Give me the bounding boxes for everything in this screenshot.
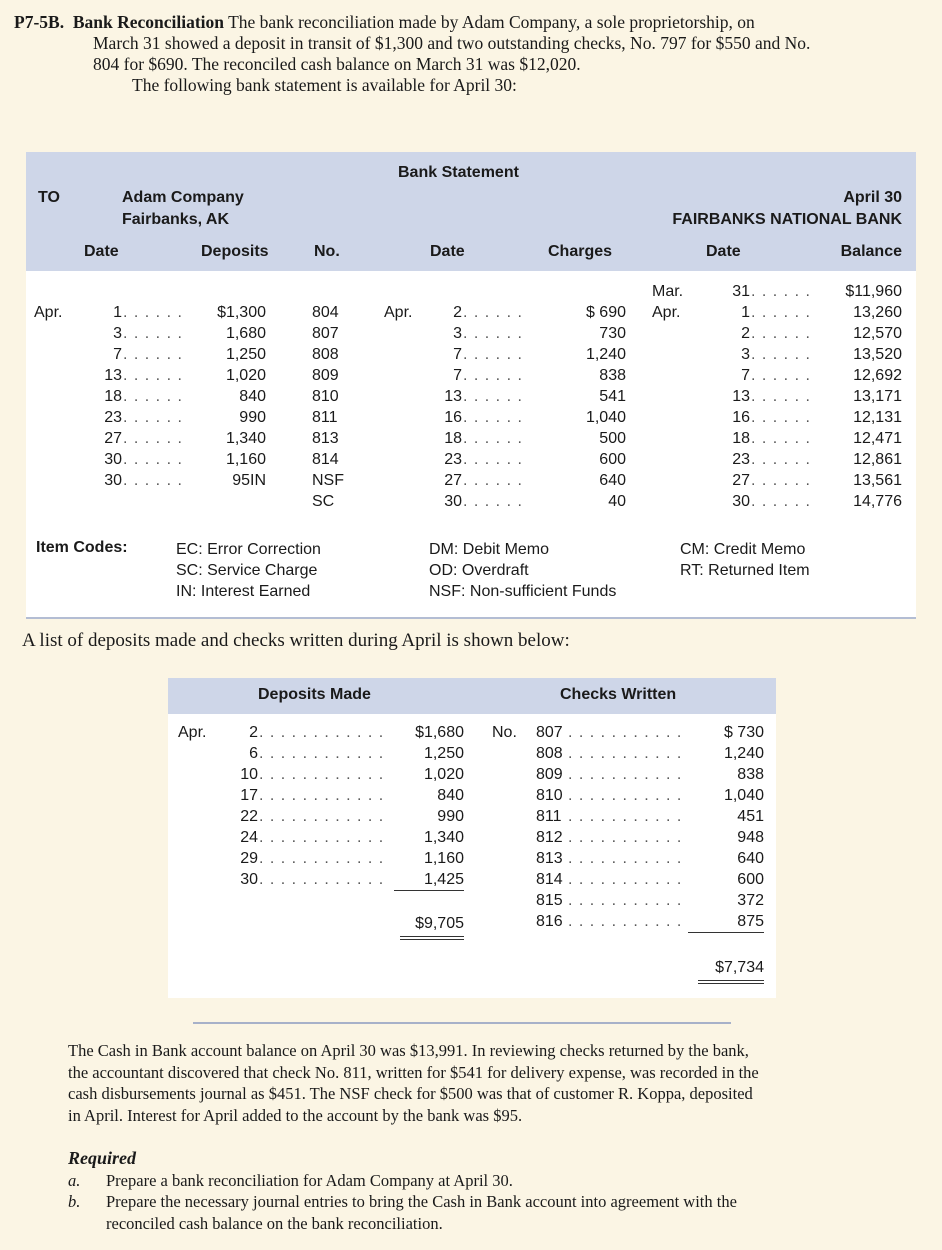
balance-day: 16: [732, 409, 750, 426]
deposit-made-day: 6: [249, 745, 258, 762]
item-code-od: OD: Overdraft: [429, 562, 529, 579]
deposit-amount: $1,300: [217, 304, 266, 321]
check-written-number: 812: [536, 829, 563, 846]
bank-statement-title: Bank Statement: [398, 164, 519, 181]
check-day: 27: [444, 472, 462, 489]
checks-written-leaders: [568, 722, 682, 932]
dot-leader: . . . . . .: [123, 346, 183, 363]
check-written-number: 811: [536, 808, 562, 825]
dot-leader: . . . . . . . . . . . .: [259, 829, 385, 846]
col-check-no: No.: [314, 243, 340, 260]
checks-written-total: $7,734: [698, 956, 764, 984]
balance-amount: 12,131: [853, 409, 902, 426]
balance-amount: 13,561: [853, 472, 902, 489]
deposit-made-amount: 1,250: [423, 745, 464, 762]
checks-written-amounts: [688, 722, 764, 933]
col-deposit-date: Date: [84, 243, 119, 260]
item-code-dm: DM: Debit Memo: [429, 541, 550, 558]
check-day: 23: [444, 451, 462, 468]
check-day: 7: [453, 367, 462, 384]
charge-amount: $ 690: [585, 304, 626, 321]
dot-leader: . . . . . .: [463, 367, 523, 384]
check-written-number: 813: [536, 850, 563, 867]
dot-leader: . . . . . . . . . . .: [568, 808, 683, 825]
check-written-amount: 1,040: [723, 787, 764, 804]
balance-month-mar: Mar.: [652, 283, 684, 300]
charge-amount: 640: [599, 472, 626, 489]
check-day: 16: [444, 409, 462, 426]
dot-leader: . . . . . . . . . . .: [568, 850, 683, 867]
dot-leader: . . . . . . . . . . .: [568, 745, 683, 762]
required-section: [68, 1148, 898, 1234]
required-a-letter: a.: [68, 1170, 81, 1190]
check-written-number: 810: [536, 787, 563, 804]
deposit-day: 3: [113, 325, 122, 342]
dot-leader: . . . . . .: [751, 304, 811, 321]
deposit-amount: 1,250: [225, 346, 266, 363]
item-code-rt: RT: Returned Item: [680, 562, 810, 579]
dot-leader: . . . . . .: [463, 304, 523, 321]
deposit-month: Apr.: [34, 304, 63, 321]
charges: [546, 302, 626, 512]
balance-day: 3: [741, 346, 750, 363]
balance-amount: $11,960: [845, 283, 902, 300]
check-number: NSF: [312, 472, 344, 489]
deposit-made-amount: 1,340: [423, 829, 464, 846]
check-written-number: 816: [536, 913, 563, 930]
check-number: SC: [312, 493, 335, 510]
dot-leader: . . . . . .: [123, 367, 183, 384]
dot-leader: . . . . . .: [123, 472, 183, 489]
charge-amount: 600: [599, 451, 626, 468]
col-charges: Charges: [548, 243, 613, 260]
required-label: Required: [68, 1148, 137, 1168]
dot-leader: . . . . . .: [751, 283, 811, 300]
deposit-day: 13: [104, 367, 122, 384]
col-balance: Balance: [840, 243, 902, 260]
balance-days: [714, 281, 750, 512]
balance-amount: 14,776: [853, 493, 902, 510]
dot-leader: . . . . . . . . . . .: [568, 829, 683, 846]
deposit-made-amount: 840: [437, 787, 464, 804]
deposits-made-title: Deposits Made: [258, 686, 371, 703]
check-written-number: 809: [536, 766, 563, 783]
balance-amount: 12,570: [853, 325, 902, 342]
to-label: TO: [38, 189, 60, 206]
bank-statement: [26, 152, 916, 619]
item-codes-label: Item Codes:: [36, 539, 128, 556]
balance-amount: 13,520: [853, 346, 902, 363]
balance-amount: 12,471: [853, 430, 902, 447]
dot-leader: . . . . . . . . . . . .: [259, 766, 385, 783]
balance-day: 2: [741, 325, 750, 342]
charge-amount: 1,240: [585, 346, 626, 363]
checks-written-numbers: [536, 722, 563, 932]
dot-leader: . . . . . .: [463, 472, 523, 489]
intro-line-1: [14, 12, 930, 33]
company-location: Fairbanks, AK: [122, 211, 229, 228]
closing-line-4: in April. Interest for April added to the account by the bank was $95.: [68, 1105, 523, 1125]
balance-day: 31: [732, 283, 750, 300]
check-day: 7: [453, 346, 462, 363]
problem-text-4: The following bank statement is available for April 30:: [132, 75, 517, 95]
item-code-ec: EC: Error Correction: [176, 541, 321, 558]
dot-leader: . . . . . .: [751, 367, 811, 384]
checks-written-title: Checks Written: [560, 686, 677, 703]
deposit-made-amount: 1,160: [423, 850, 464, 867]
deposits-checks-table: [168, 678, 776, 998]
bank-name: FAIRBANKS NATIONAL BANK: [672, 211, 902, 228]
deposits-made-total: $9,705: [400, 912, 464, 940]
deposit-made-amount: 990: [437, 808, 464, 825]
closing-line-2: the accountant discovered that check No. 811, written for $541 for delivery expense, was recorded in the: [68, 1062, 759, 1082]
col-deposits: Deposits: [201, 243, 269, 260]
deposit-made-day: 10: [240, 766, 258, 783]
section-divider: [193, 1022, 731, 1024]
closing-line-1: The Cash in Bank account balance on April 30 was $13,991. In reviewing checks returned by the bank,: [68, 1041, 749, 1060]
check-written-amount: 451: [737, 808, 764, 825]
check-day: 30: [444, 493, 462, 510]
deposit-day: 1: [113, 304, 122, 321]
deposits-made-days: [228, 722, 258, 890]
deposit-day-leaders: [123, 302, 183, 491]
dot-leader: . . . . . .: [751, 325, 811, 342]
check-number: 804: [312, 304, 339, 321]
check-number: 813: [312, 430, 339, 447]
deposit-amount: 990: [239, 409, 266, 426]
dot-leader: . . . . . .: [751, 451, 811, 468]
required-b-letter: b.: [68, 1192, 81, 1211]
check-numbers: [312, 302, 362, 512]
dot-leader: . . . . . . . . . . .: [568, 766, 683, 783]
check-day-leaders: [463, 302, 523, 512]
check-written-amount: $ 730: [723, 724, 764, 741]
problem-intro: [14, 12, 930, 96]
required-item-a: [68, 1170, 898, 1192]
required-b-text-2: reconciled cash balance on the bank reconciliation.: [106, 1213, 443, 1233]
dot-leader: . . . . . .: [463, 493, 523, 510]
check-day: 13: [444, 388, 462, 405]
dot-leader: . . . . . . . . . . . .: [259, 808, 385, 825]
deposits-made-leaders: [259, 722, 384, 890]
check-written-amount: 838: [737, 766, 764, 783]
deposit-amount: 1,020: [225, 367, 266, 384]
dot-leader: . . . . . . . . . . .: [568, 871, 683, 888]
closing-paragraph: [68, 1040, 868, 1126]
check-day: 3: [453, 325, 462, 342]
dot-leader: . . . . . . . . . . .: [568, 787, 683, 804]
problem-text-3: 804 for $690. The reconciled cash balance on March 31 was $12,020.: [93, 54, 581, 74]
dot-leader: . . . . . .: [123, 304, 183, 321]
item-code-nsf: NSF: Non-sufficient Funds: [429, 583, 617, 600]
check-written-amount: 1,240: [723, 745, 764, 762]
deposit-amount: 1,340: [225, 430, 266, 447]
dot-leader: . . . . . .: [463, 430, 523, 447]
balance-amount: 13,260: [853, 304, 902, 321]
required-a-text: Prepare a bank reconciliation for Adam Company at April 30.: [106, 1170, 513, 1190]
deposit-made-day: 24: [240, 829, 258, 846]
deposit-amount: 840: [239, 388, 266, 405]
deposit-made-amount: $1,680: [415, 724, 464, 741]
balances: [806, 281, 902, 512]
col-check-date: Date: [430, 243, 465, 260]
closing-line-3: cash disbursements journal as $451. The NSF check for $500 was that of customer R. Koppa, deposited: [68, 1084, 753, 1103]
dot-leader: . . . . . . . . . . .: [568, 913, 683, 930]
deposit-days: [86, 302, 122, 491]
charge-amount: 541: [599, 388, 626, 405]
item-code-cm: CM: Credit Memo: [680, 541, 806, 558]
deposit-made-amount: 1,020: [423, 766, 464, 783]
problem-text-2: March 31 showed a deposit in transit of $1,300 and two outstanding checks, No. 797 for $550 and No.: [93, 33, 811, 53]
deposits-made-amounts: [394, 722, 464, 891]
deposit-amount: 95IN: [232, 472, 266, 489]
check-written-amount: 640: [737, 850, 764, 867]
col-balance-date: Date: [706, 243, 741, 260]
dot-leader: . . . . . .: [463, 388, 523, 405]
dot-leader: . . . . . .: [751, 388, 811, 405]
check-written-amount: 372: [737, 892, 764, 909]
deposit-day: 23: [104, 409, 122, 426]
dot-leader: . . . . . .: [123, 325, 183, 342]
deposit-amounts: [186, 302, 266, 491]
balance-day: 18: [732, 430, 750, 447]
checks-no-label: No.: [492, 724, 517, 741]
dot-leader: . . . . . . . . . . . .: [259, 871, 385, 888]
check-number: 810: [312, 388, 339, 405]
check-written-number: 808: [536, 745, 563, 762]
deposit-day: 18: [104, 388, 122, 405]
deposit-day: 30: [104, 451, 122, 468]
deposit-day: 7: [113, 346, 122, 363]
check-written-amount: 875: [688, 911, 764, 933]
charge-amount: 500: [599, 430, 626, 447]
balance-day: 1: [741, 304, 750, 321]
balance-day: 30: [732, 493, 750, 510]
deposit-amount: 1,680: [225, 325, 266, 342]
dot-leader: . . . . . .: [123, 451, 183, 468]
check-written-amount: 600: [737, 871, 764, 888]
check-day: 18: [444, 430, 462, 447]
check-written-amount: 948: [737, 829, 764, 846]
problem-text-1: The bank reconciliation made by Adam Company, a sole proprietorship, on: [228, 12, 755, 32]
check-number: 814: [312, 451, 339, 468]
problem-title: Bank Reconciliation: [72, 12, 225, 32]
dot-leader: . . . . . . . . . . . .: [259, 724, 385, 741]
charge-amount: 838: [599, 367, 626, 384]
balance-day: 23: [732, 451, 750, 468]
check-written-number: 807: [536, 724, 563, 741]
check-day: 2: [453, 304, 462, 321]
statement-date: April 30: [843, 189, 902, 206]
problem-number: P7-5B.: [14, 12, 65, 32]
required-b-text-1: Prepare the necessary journal entries to bring the Cash in Bank account into agreement with the: [106, 1192, 737, 1211]
item-code-sc: SC: Service Charge: [176, 562, 318, 579]
balance-day: 27: [732, 472, 750, 489]
dot-leader: . . . . . .: [123, 409, 183, 426]
deposit-day: 27: [104, 430, 122, 447]
dot-leader: . . . . . .: [751, 409, 811, 426]
dot-leader: . . . . . .: [123, 430, 183, 447]
list-intro: A list of deposits made and checks written during April is shown below:: [22, 630, 570, 651]
dot-leader: . . . . . .: [463, 451, 523, 468]
check-days: [426, 302, 462, 512]
balance-day: 7: [741, 367, 750, 384]
dot-leader: . . . . . .: [751, 346, 811, 363]
dot-leader: . . . . . .: [463, 325, 523, 342]
deposit-amount: 1,160: [225, 451, 266, 468]
balance-day: 13: [732, 388, 750, 405]
item-code-in: IN: Interest Earned: [176, 583, 311, 600]
check-number: 807: [312, 325, 339, 342]
check-number: 811: [312, 409, 338, 426]
deposit-made-day: 2: [249, 724, 258, 741]
deposit-made-day: 17: [240, 787, 258, 804]
check-month: Apr.: [384, 304, 413, 321]
required-item-b: [68, 1191, 898, 1213]
dot-leader: . . . . . . . . . . . .: [259, 745, 385, 762]
company-name: Adam Company: [122, 189, 244, 206]
check-number: 808: [312, 346, 339, 363]
check-number: 809: [312, 367, 339, 384]
check-written-number: 815: [536, 892, 563, 909]
dot-leader: . . . . . .: [751, 472, 811, 489]
deposit-made-day: 29: [240, 850, 258, 867]
dot-leader: . . . . . . . . . . .: [568, 892, 683, 909]
deposit-made-amount: 1,425: [394, 869, 464, 891]
deposit-made-day: 22: [240, 808, 258, 825]
charge-amount: 40: [608, 493, 626, 510]
dot-leader: . . . . . . . . . . . .: [259, 850, 385, 867]
dot-leader: . . . . . .: [751, 430, 811, 447]
dot-leader: . . . . . . . . . . .: [568, 724, 683, 741]
deposit-day: 30: [104, 472, 122, 489]
balance-amount: 13,171: [853, 388, 902, 405]
deposits-month: Apr.: [178, 724, 207, 741]
dot-leader: . . . . . .: [463, 346, 523, 363]
check-written-number: 814: [536, 871, 563, 888]
dot-leader: . . . . . . . . . . . .: [259, 787, 385, 804]
balance-amount: 12,692: [853, 367, 902, 384]
balance-month-apr: Apr.: [652, 304, 681, 321]
deposit-made-day: 30: [240, 871, 258, 888]
dot-leader: . . . . . .: [123, 388, 183, 405]
balance-day-leaders: [751, 281, 811, 512]
charge-amount: 1,040: [585, 409, 626, 426]
balance-amount: 12,861: [853, 451, 902, 468]
charge-amount: 730: [599, 325, 626, 342]
dot-leader: . . . . . .: [751, 493, 811, 510]
dot-leader: . . . . . .: [463, 409, 523, 426]
